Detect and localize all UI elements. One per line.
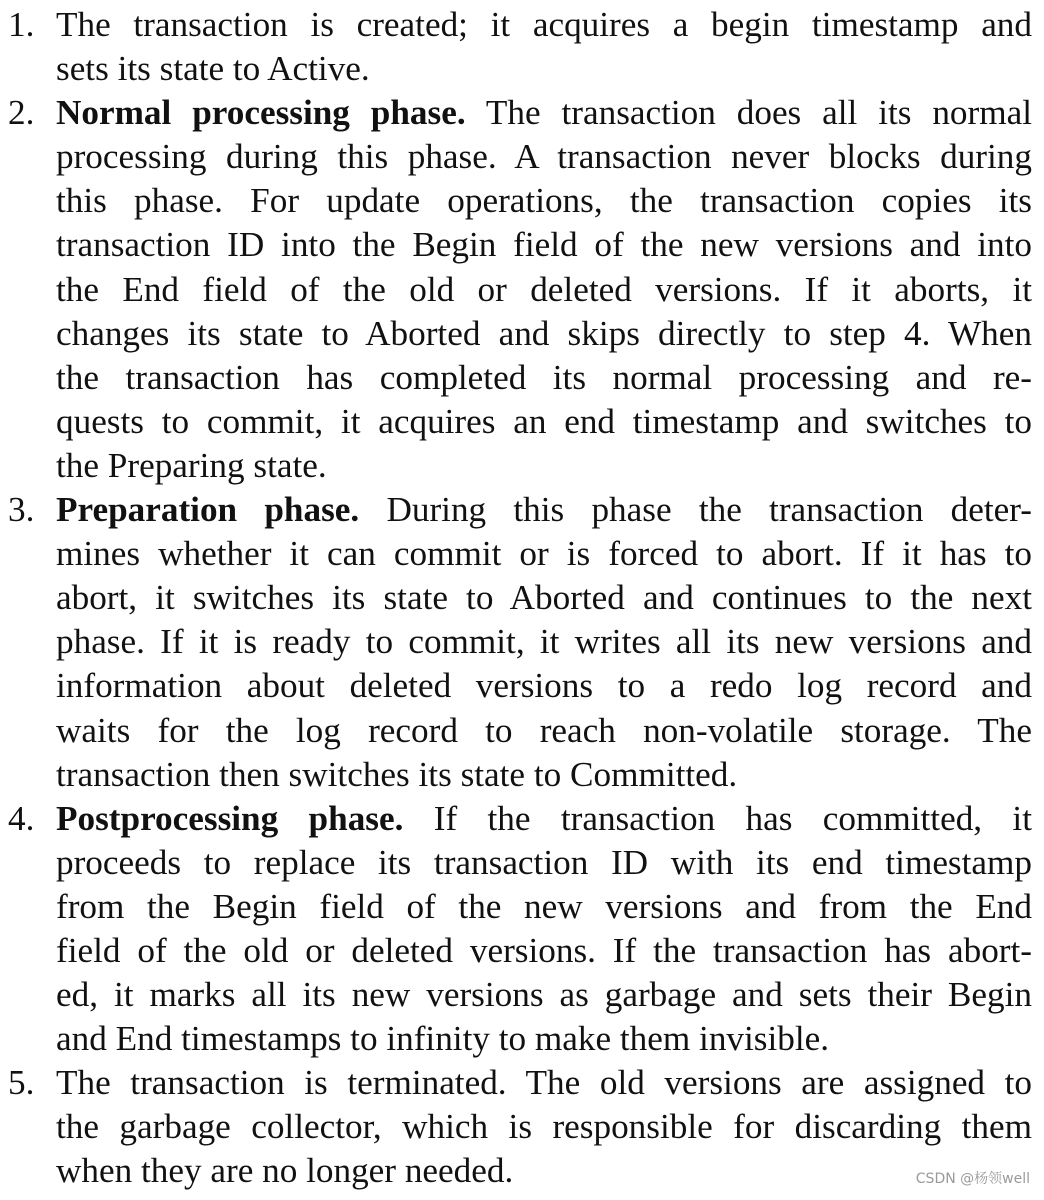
list-item-3 <box>8 488 1032 797</box>
list-item-5 <box>8 1061 1032 1193</box>
item-number: 2. <box>8 93 35 133</box>
text-line: ed, it marks all its new versions as garbage and sets their Begin <box>56 975 1032 1015</box>
list-item-2 <box>8 91 1032 488</box>
text-line: when they are no longer needed. <box>56 1151 514 1191</box>
text-line-rest: During this phase the transaction deter- <box>359 490 1033 530</box>
text-line: this phase. For update operations, the transaction copies its <box>56 181 1032 221</box>
text-line-rest: If the transaction has committed, it <box>403 798 1032 838</box>
text-line: and End timestamps to infinity to make them invisible. <box>56 1019 830 1059</box>
text-line: The transaction is terminated. The old versions are assigned to <box>56 1063 1032 1103</box>
item-number: 4. <box>8 798 35 838</box>
text-line: from the Begin field of the new versions and from the End <box>56 886 1032 926</box>
text-line: waits for the log record to reach non-volatile storage. The <box>56 710 1032 750</box>
text-line <box>56 488 1032 532</box>
text-line: the garbage collector, which is responsible for discarding them <box>56 1107 1032 1147</box>
text-line: The transaction is created; it acquires a begin timestamp and <box>56 5 1032 44</box>
text-line: changes its state to Aborted and skips directly to step 4. When <box>56 313 1032 353</box>
item-text <box>56 1061 1032 1193</box>
text-line: the End field of the old or deleted versions. If it aborts, it <box>56 269 1032 309</box>
item-number: 1. <box>8 5 35 44</box>
text-line: the Preparing state. <box>56 445 327 485</box>
text-line <box>56 91 1032 135</box>
item-heading: Postprocessing phase. <box>56 798 404 838</box>
item-number: 5. <box>8 1063 35 1103</box>
item-heading: Normal processing phase. <box>56 93 466 133</box>
item-text <box>56 91 1032 488</box>
item-number: 3. <box>8 490 35 530</box>
list-item-1 <box>8 3 1032 91</box>
text-line <box>56 797 1032 841</box>
item-heading: Preparation phase. <box>56 490 360 530</box>
document-body <box>8 3 1032 1194</box>
list-item-4 <box>8 797 1032 1062</box>
text-line: the transaction has completed its normal processing and re- <box>56 357 1032 397</box>
text-line: information about deleted versions to a redo log record and <box>56 666 1032 706</box>
text-line: proceeds to replace its transaction ID with its end timestamp <box>56 842 1032 882</box>
text-line-rest: The transaction does all its normal <box>465 93 1033 133</box>
text-line: transaction then switches its state to Committed. <box>56 754 738 794</box>
item-text <box>56 488 1032 797</box>
text-line: sets its state to Active. <box>56 49 370 89</box>
item-text <box>56 797 1032 1062</box>
text-line: transaction ID into the Begin field of the new versions and into <box>56 225 1032 265</box>
text-line: abort, it switches its state to Aborted and continues to the next <box>56 578 1032 618</box>
text-line: mines whether it can commit or is forced to abort. If it has to <box>56 534 1032 574</box>
text-line: field of the old or deleted versions. If the transaction has abort- <box>56 930 1032 970</box>
text-line: quests to commit, it acquires an end timestamp and switches to <box>56 401 1032 441</box>
text-line: phase. If it is ready to commit, it writes all its new versions and <box>56 622 1032 662</box>
item-text <box>56 3 1032 91</box>
text-line: processing during this phase. A transaction never blocks during <box>56 137 1032 177</box>
watermark: CSDN @杨领well <box>915 1171 1030 1187</box>
